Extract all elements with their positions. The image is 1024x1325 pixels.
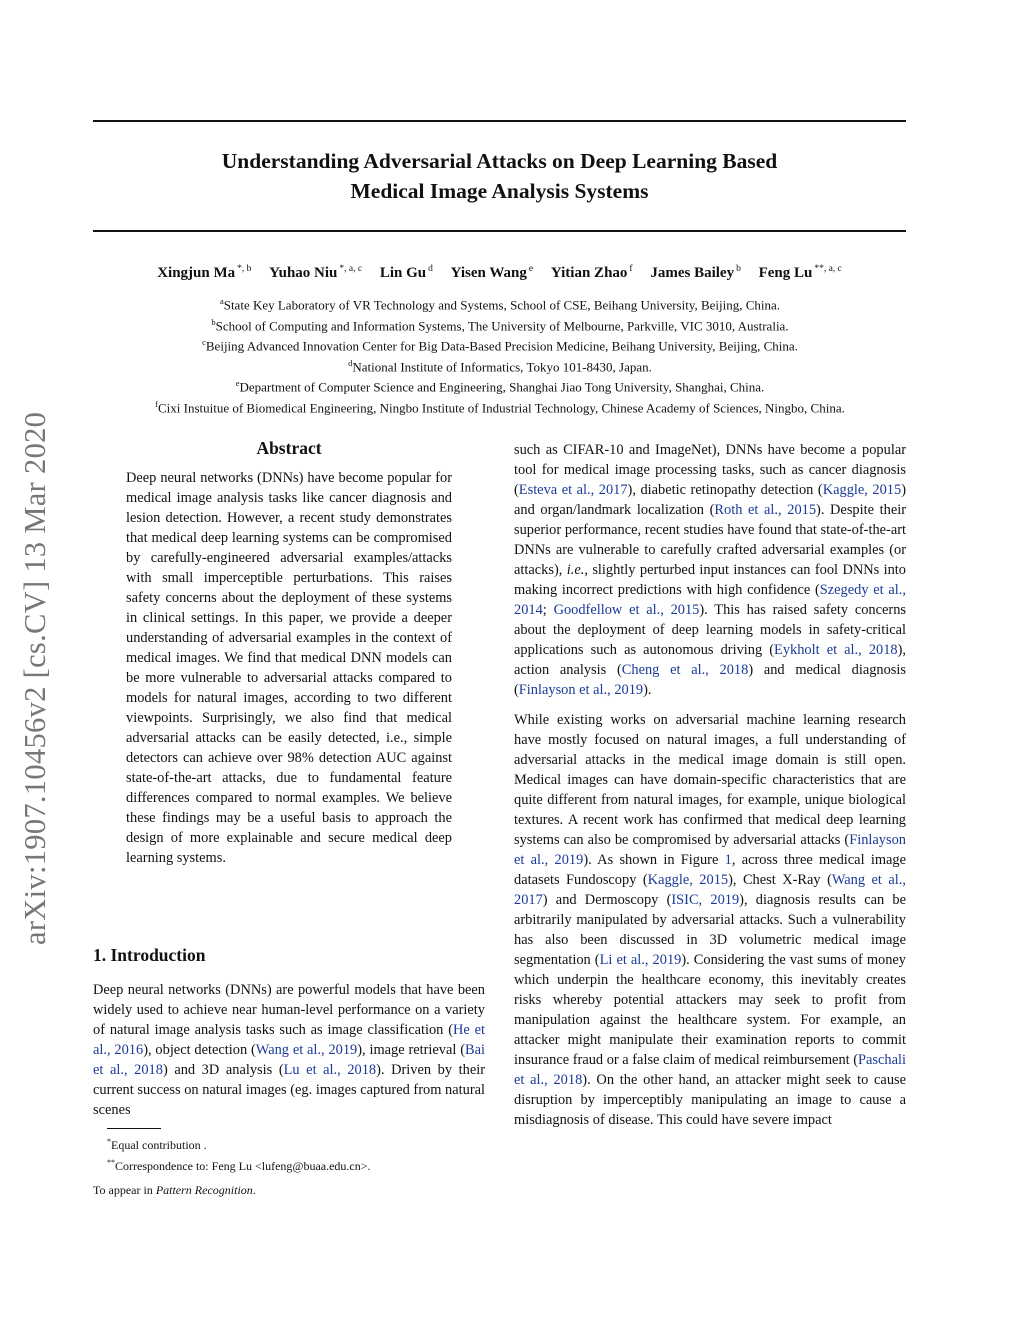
title-rule-bottom: [93, 230, 906, 232]
author: Yuhao Niu $^{*, a, c}$: [269, 264, 363, 281]
text-run: ) and 3D analysis (: [162, 1062, 284, 1078]
citation-link[interactable]: Wang et al., 2019: [255, 1042, 358, 1058]
citation-link[interactable]: Esteva et al., 2017: [518, 482, 628, 498]
intro-paragraph-left: [93, 980, 485, 1120]
footnote: *Equal contribution .: [107, 1137, 207, 1152]
text-run: ), action analysis (: [514, 642, 907, 678]
author: Yitian Zhao $^f$: [550, 264, 633, 281]
citation-link[interactable]: Kaggle, 2015: [822, 482, 902, 498]
citation-link[interactable]: 1: [724, 852, 732, 868]
title-line-2: Medical Image Analysis Systems: [350, 179, 649, 203]
citation-link[interactable]: Szegedy et al., 2014: [514, 582, 906, 618]
text-run: ), image retrieval (: [357, 1042, 466, 1058]
text-run: such as CIFAR-10 and ImageNet), DNNs have become a popular tool for medical image processing tasks, such as cancer diagnosis (: [514, 442, 906, 498]
affiliation-list: [60, 293, 940, 416]
author: Yisen Wang $^e$: [450, 264, 534, 281]
intro-paragraph-right-2: [514, 710, 906, 1130]
citation-link[interactable]: Paschali et al., 2018: [514, 1052, 906, 1088]
text-run: ), object detection (: [143, 1042, 256, 1058]
author: Lin Gu $^d$: [379, 264, 433, 281]
citation-link[interactable]: Goodfellow et al., 2015: [553, 602, 700, 618]
citation-link[interactable]: Finlayson et al., 2019: [514, 832, 906, 868]
text-run: While existing works on adversarial machine learning research have mostly focused on natural images, a full understanding of adversarial attacks in the medical image domain is still open. Medical images can have domain-specific characteristics that are quite different from natural images, for example, unique biological textures. A recent work has confirmed that medical deep learning systems can also be compromised by adversarial attacks (: [514, 712, 906, 848]
publication-note: To appear in Pattern Recognition.: [93, 1183, 256, 1197]
text-run: ), diagnosis results can be arbitrarily manipulated by adversarial attacks. Such a vulnerability has also been discussed in 3D volumetric medical image segmentation (: [514, 892, 906, 968]
text-run: ). Despite their superior performance, recent studies have found that state-of-the-art DNNs are vulnerable to carefully crafted adversarial examples (or attacks),: [514, 502, 906, 578]
text-run: ) and organ/landmark localization (: [514, 482, 906, 518]
affiliation: $^f$Cixi Instuitue of Biomedical Engineering, Ningbo Institute of Industrial Technology, Chinese Academy of Sciences, Ningbo, China.: [155, 398, 845, 415]
text-run: ). Driven by their current success on natural images (eg. images captured from natural scenes: [93, 1062, 486, 1118]
abstract-heading: Abstract: [256, 438, 322, 458]
citation-link[interactable]: Finlayson et al., 2019: [518, 682, 644, 698]
section-heading-introduction: 1. Introduction: [93, 945, 206, 965]
paper-title: [93, 146, 906, 206]
author: Feng Lu $^{**, a, c}$: [758, 264, 842, 281]
author: Xingjun Ma $^{*, b}$: [157, 264, 252, 281]
affiliation: $^e$Department of Computer Science and Engineering, Shanghai Jiao Tong University, Shanghai, China.: [235, 378, 765, 395]
text-run: ) and Dermoscopy (: [542, 892, 672, 908]
footnote-divider: [107, 1128, 161, 1129]
text-run: ). Considering the vast sums of money which underpin the healthcare economy, this inevitably creates risks whereby potential attackers may seek to profit from manipulation against the healthcare system. For example, an attacker might manipulate their examination reports to commit insurance fraud or a false claim of medical reimbursement (: [514, 952, 906, 1068]
text-run: ). On the other hand, an attacker might seek to cause disruption by imperceptibly manipulating an image to cause a misdiagnosis of disease. This could have severe impact: [514, 1072, 906, 1128]
citation-link[interactable]: Kaggle, 2015: [647, 872, 729, 888]
text-run: , across three medical image datasets Fundoscopy (: [514, 852, 907, 888]
text-run: , slightly perturbed input instances can fool DNNs into making incorrect predictions with high confidence (: [514, 562, 906, 598]
citation-link[interactable]: Bai et al., 2018: [93, 1042, 485, 1078]
text-run: ;: [542, 602, 554, 618]
affiliation: $^c$Beijing Advanced Innovation Center for Big Data-Based Precision Medicine, Beihang University, Beijing, China.: [202, 337, 798, 354]
right-column: [514, 440, 906, 1130]
text-run: ).: [643, 682, 652, 698]
author-list: [93, 264, 906, 282]
emphasis: i.e.: [566, 562, 585, 578]
text-run: ), Chest X-Ray (: [728, 872, 832, 888]
text-run: Deep neural networks (DNNs) are powerful models that have been widely used to achieve near human-level performance on a variety of natural image analysis tasks such as image classification (: [93, 982, 485, 1038]
intro-paragraph-right-1: [514, 440, 906, 700]
title-rule-top: [93, 120, 906, 122]
text-run: ), diabetic retinopathy detection (: [627, 482, 823, 498]
affiliation: $^d$National Institute of Informatics, Tokyo 101-8430, Japan.: [348, 357, 652, 374]
citation-link[interactable]: ISIC, 2019: [671, 892, 740, 908]
abstract-body: Deep neural networks (DNNs) have become popular for medical image analysis tasks like cancer diagnosis and lesion detection. However, a recent study demonstrates that medical deep learning systems can be compromised by carefully-engineered adversarial examples/attacks with small imperceptible perturbations. This raises safety concerns about the deployment of these systems in clinical settings. In this paper, we provide a deeper understanding of adversarial examples in the context of medical images. We find that medical DNN models can be more vulnerable to adversarial attacks compared to models for natural images, according to two different viewpoints. Surprisingly, we also find that medical adversarial attacks can be easily detected, i.e., simple detectors can achieve over 98% detection AUC against state-of-the-art attacks, due to fundamental feature differences compared to normal examples. We believe these findings may be a useful basis to approach the design of more explainable and secure medical deep learning systems.: [126, 470, 452, 866]
footnotes: [93, 1133, 513, 1175]
citation-link[interactable]: Wang et al., 2017: [514, 872, 906, 908]
affiliation: $^a$State Key Laboratory of VR Technology and Systems, School of CSE, Beihang University, Beijing, China.: [219, 296, 781, 313]
citation-link[interactable]: Li et al., 2019: [599, 952, 682, 968]
citation-link[interactable]: Eykholt et al., 2018: [774, 642, 898, 658]
text-run: ). This has raised safety concerns about the deployment of deep learning models in safety-critical applications such as autonomous driving (: [514, 602, 906, 658]
author: James Bailey $^b$: [650, 264, 741, 281]
citation-link[interactable]: Lu et al., 2018: [283, 1062, 377, 1078]
title-line-1: Understanding Adversarial Attacks on Deep Learning Based: [221, 149, 778, 173]
citation-link[interactable]: He et al., 2016: [93, 1022, 485, 1058]
citation-link[interactable]: Roth et al., 2015: [714, 502, 817, 518]
arxiv-identifier-stamp: arXiv:1907.10456v2 [cs.CV] 13 Mar 2020: [18, 411, 52, 945]
text-run: ). As shown in Figure: [583, 852, 725, 868]
affiliation: $^b$School of Computing and Information Systems, The University of Melbourne, Parkville, VIC 3010, Australia.: [211, 316, 789, 333]
text-run: ) and medical diagnosis (: [514, 662, 906, 698]
footnote: **Correspondence to: Feng Lu <lufeng@buaa.edu.cn>.: [107, 1158, 371, 1173]
citation-link[interactable]: Cheng et al., 2018: [621, 662, 749, 678]
